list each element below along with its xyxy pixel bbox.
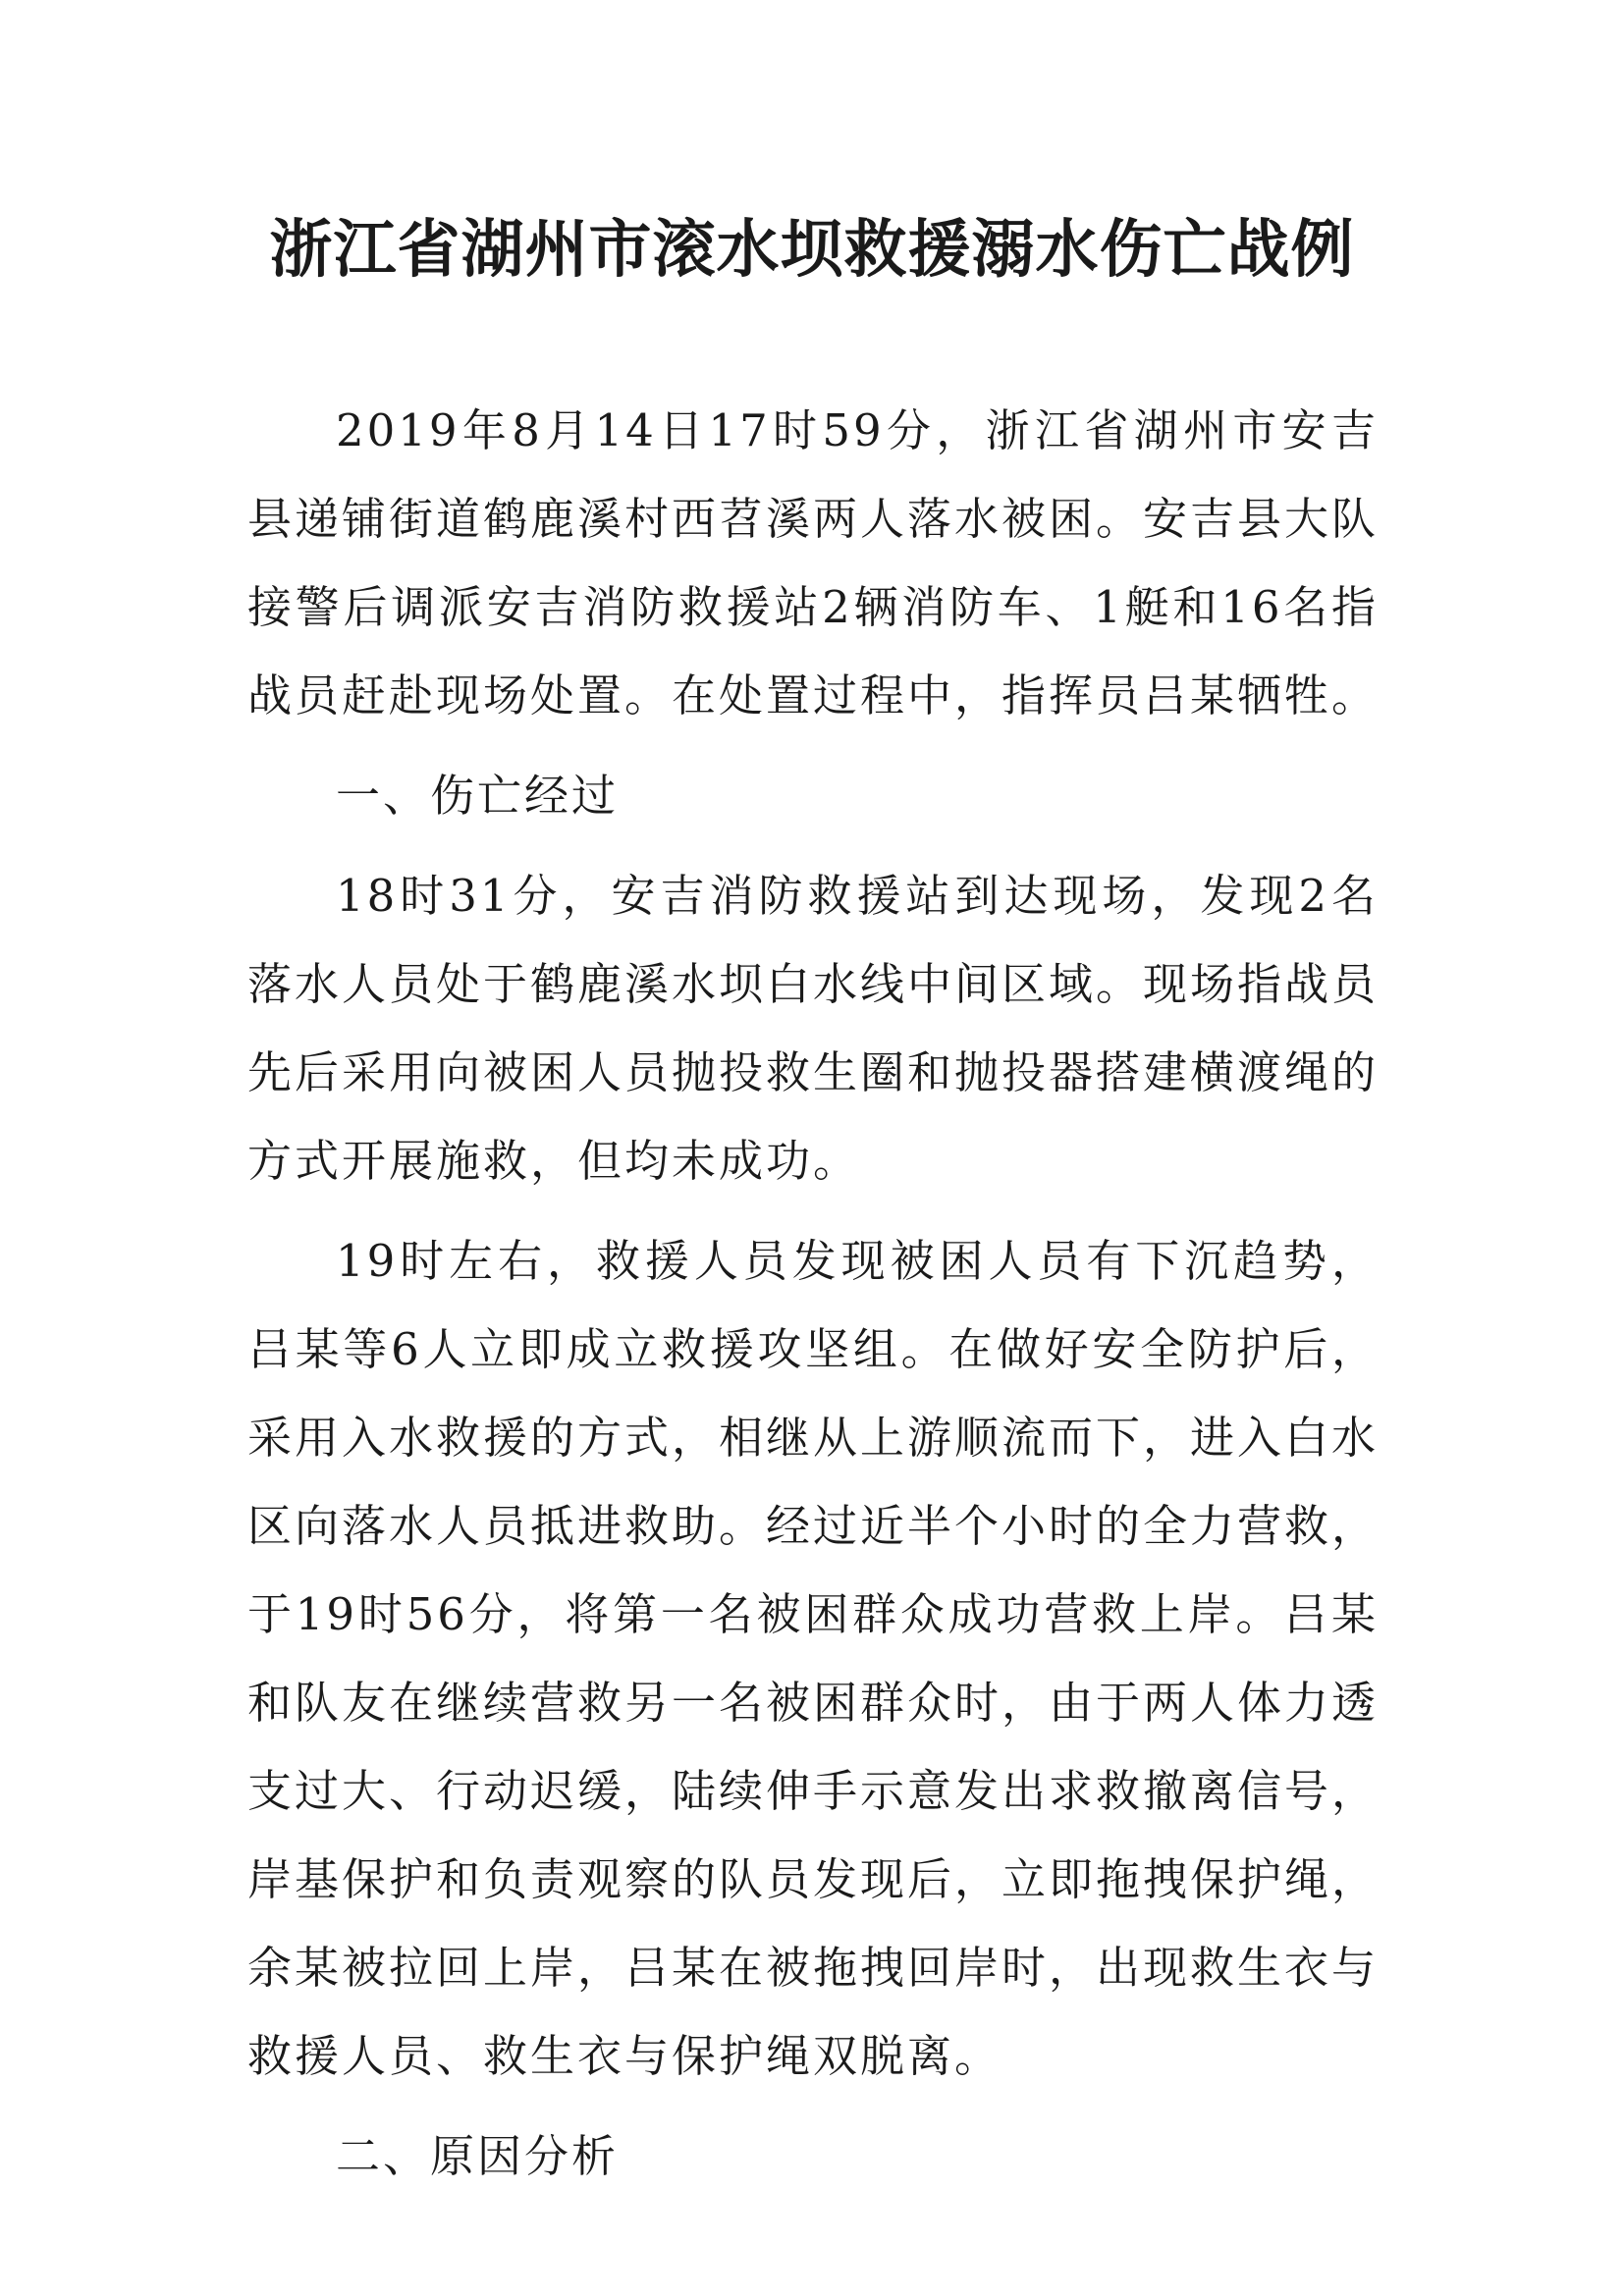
document-title: 浙江省湖州市滚水坝救援溺水伤亡战例 (269, 213, 1355, 287)
paragraph-arrival: 18时31分，安吉消防救援站到达现场，发现2名落水人员处于鹤鹿溪水坝白水线中间区域。现场指战员先后采用向被困人员抛投救生圈和抛投器搭建横渡绳的方式开展施救，但均未成功。 (247, 870, 1380, 1187)
section-heading-casualty-process: 一、伤亡经过 (336, 770, 620, 822)
document-body (247, 387, 1379, 2201)
paragraph-rescue-operation: 19时左右，救援人员发现被困人员有下沉趋势，吕某等6人立即成立救援攻坚组。在做好安全防护后，采用入水救援的方式，相继从上游顺流而下，进入白水区向落水人员抵进救助。经过近半个小时的全力营救，于19时56分，将第一名被困群众成功营救上岸。吕某和队友在继续营救另一名被困群众时，由于两人体力透支过大、行动迟缓，陆续伸手示意发出求救撤离信号，岸基保护和负责观察的队员发现后，立即拖拽保护绳，余某被拉回上岸，吕某在被拖拽回岸时，出现救生衣与救援人员、救生衣与保护绳双脱离。 (247, 1235, 1380, 2082)
paragraph-intro: 2019年8月14日17时59分，浙江省湖州市安吉县递铺街道鹤鹿溪村西苕溪两人落水被困。安吉县大队接警后调派安吉消防救援站2辆消防车、1艇和16名指战员赶赴现场处置。在处置过程中，指挥员吕某牺牲。 (247, 404, 1380, 721)
section-heading-cause-analysis: 二、原因分析 (336, 2130, 620, 2182)
